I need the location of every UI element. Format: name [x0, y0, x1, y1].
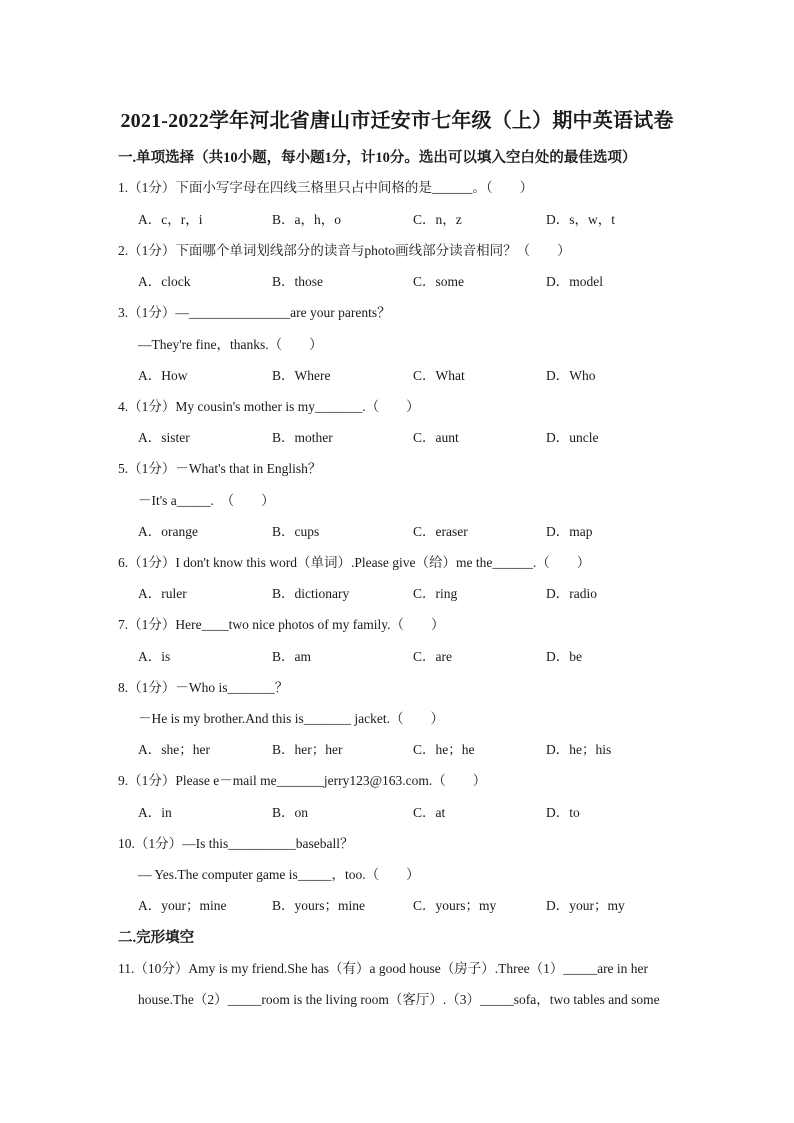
q6-option-a: A．ruler: [138, 586, 187, 601]
question-3-reply: —They're fine，thanks.（ ）: [138, 337, 323, 352]
q10-option-a: A．your；mine: [138, 898, 227, 913]
q4-option-c: C．aunt: [413, 430, 459, 445]
question-5: 5.（1分）－What's that in English？: [118, 461, 322, 476]
q3-option-c: C．What: [413, 368, 465, 383]
q1-option-b: B．a，h，o: [272, 212, 341, 227]
q10-option-d: D．your；my: [546, 898, 625, 913]
q1-option-d: D．s，w，t: [546, 212, 616, 227]
q3-option-a: A．How: [138, 368, 188, 383]
q7-option-b: B．am: [272, 649, 311, 664]
q8-option-a: A．she；her: [138, 742, 210, 757]
question-10: 10.（1分）—Is this__________baseball？: [118, 836, 354, 851]
question-8-reply: －He is my brother.And this is_______ jacket.（ ）: [138, 711, 444, 726]
question-10-reply: — Yes.The computer game is_____，too.（ ）: [138, 867, 420, 882]
q7-option-d: D．be: [546, 649, 582, 664]
section-heading-cloze: 二.完形填空: [118, 930, 195, 946]
q9-option-c: C．at: [413, 805, 446, 820]
question-9: 9.（1分）Please e－mail me_______jerry123@163.com.（ ）: [118, 773, 487, 788]
q6-option-d: D．radio: [546, 586, 597, 601]
question-7: 7.（1分）Here____two nice photos of my family.（ ）: [118, 617, 445, 632]
question-8: 8.（1分）－Who is_______？: [118, 680, 289, 695]
question-3: 3.（1分）—_______________are your parents？: [118, 305, 391, 320]
question-4: 4.（1分）My cousin's mother is my_______.（ ）: [118, 399, 420, 414]
q8-option-c: C．he；he: [413, 742, 475, 757]
q2-option-a: A．clock: [138, 274, 191, 289]
q10-option-c: C．yours；my: [413, 898, 497, 913]
section-heading-single-choice: 一.单项选择（共10小题，每小题1分，计10分。选出可以填入空白处的最佳选项）: [118, 150, 637, 166]
q4-option-a: A．sister: [138, 430, 190, 445]
q5-option-a: A．orange: [138, 524, 198, 539]
q7-option-c: C．are: [413, 649, 452, 664]
question-11-line-2: house.The（2）_____room is the living room（客厅）.（3）_____sofa，two tables and some: [138, 992, 660, 1007]
q5-option-c: C．eraser: [413, 524, 468, 539]
q1-option-a: A．c，r，i: [138, 212, 203, 227]
question-1: 1.（1分）下面小写字母在四线三格里只占中间格的是______。（ ）: [118, 180, 534, 195]
q4-option-d: D．uncle: [546, 430, 599, 445]
question-6: 6.（1分）I don't know this word（单词）.Please give（给）me the______.（ ）: [118, 555, 591, 570]
q5-option-d: D．map: [546, 524, 593, 539]
q4-option-b: B．mother: [272, 430, 333, 445]
q1-option-c: C．n，z: [413, 212, 462, 227]
q6-option-b: B．dictionary: [272, 586, 350, 601]
q8-option-d: D．he；his: [546, 742, 612, 757]
question-2: 2.（1分）下面哪个单词划线部分的读音与photo画线部分读音相同？（ ）: [118, 243, 571, 258]
q5-option-b: B．cups: [272, 524, 320, 539]
q2-option-c: C．some: [413, 274, 465, 289]
q7-option-a: A．is: [138, 649, 171, 664]
q2-option-d: D．model: [546, 274, 603, 289]
question-11-line-1: 11.（10分）Amy is my friend.She has（有）a good house（房子）.Three（1）_____are in her: [118, 961, 649, 976]
q3-option-d: D．Who: [546, 368, 596, 383]
q9-option-a: A．in: [138, 805, 172, 820]
q9-option-d: D．to: [546, 805, 580, 820]
question-5-reply: －It's a_____. （ ）: [138, 493, 275, 508]
page-title: 2021-2022学年河北省唐山市迁安市七年级（上）期中英语试卷: [120, 110, 674, 132]
q8-option-b: B．her；her: [272, 742, 343, 757]
q10-option-b: B．yours；mine: [272, 898, 365, 913]
q3-option-b: B．Where: [272, 368, 331, 383]
q6-option-c: C．ring: [413, 586, 458, 601]
q2-option-b: B．those: [272, 274, 324, 289]
q9-option-b: B．on: [272, 805, 309, 820]
